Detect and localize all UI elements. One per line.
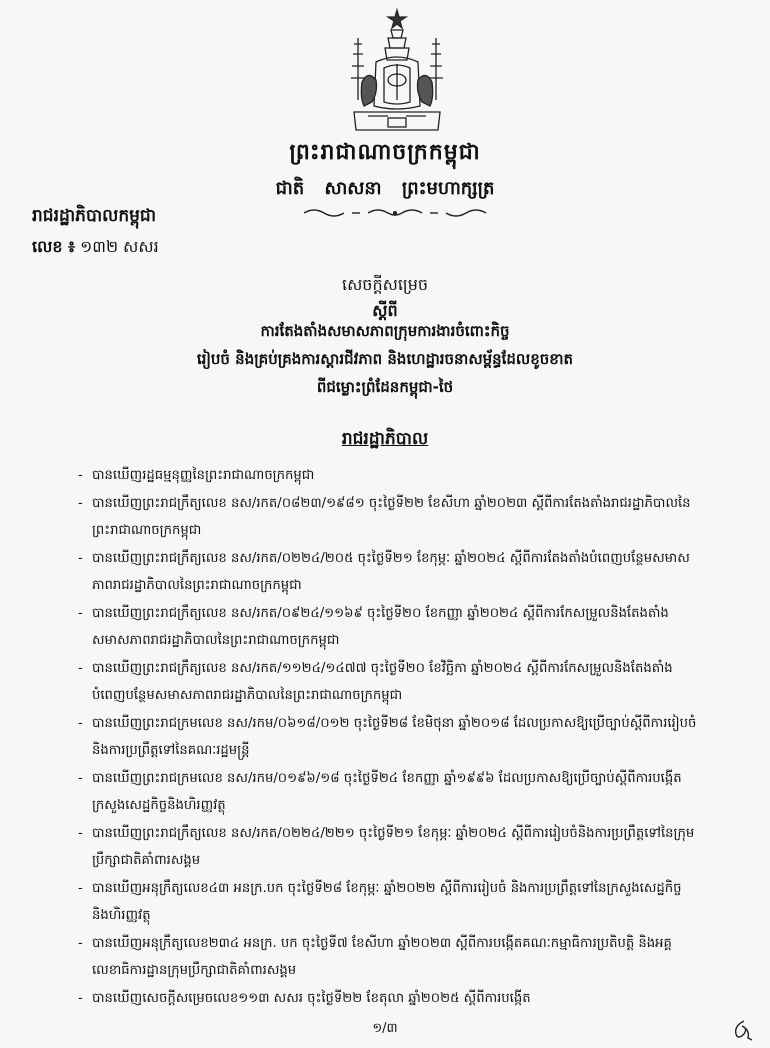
considerations-list [78,462,698,1013]
list-item: - បានឃើញព្រះរាជក្រឹត្យលេខ នស/រកត/០៩២៤/១១៦៩ ចុះថ្ងៃទី២០ ខែកញ្ញា ឆ្នាំ២០២៤ ស្តីពីការកែសម្រួលនិងតែងតាំងសមាសភាពរាជរដ្ឋាភិបាលនៃព្រះរាជាណាចក្រកម្ពុជា [78,600,698,654]
decision-subject-label: ស្តីពី [372,301,398,320]
list-item: - បានឃើញព្រះរាជក្រមលេខ នស/រកម/០១៩៦/១៨ ចុះថ្ងៃទី២៤ ខែកញ្ញា ឆ្នាំ១៩៩៦ ដែលប្រកាសឱ្យប្រើច្បាប់ស្តីពីការបង្កើតក្រសួងសេដ្ឋកិច្ចនិងហិរញ្ញវត្ថុ [78,765,698,819]
list-item: - បានឃើញព្រះរាជក្រឹត្យលេខ នស/រកត/០២២៤/២០៥ ចុះថ្ងៃទី២១ ខែកុម្ភៈ ឆ្នាំ២០២៤ ស្តីពីការតែងតាំងបំពេញបន្ថែមសមាសភាពរាជរដ្ឋាភិបាលនៃព្រះរាជាណាចក្រកម្ពុជា [78,545,698,599]
decision-subject-line: ការតែងតាំងសមាសភាពក្រុមការងារចំពោះកិច្ច [260,322,510,340]
list-item: - បានឃើញអនុក្រឹត្យលេខ៤៣ អនក្រ.បក ចុះថ្ងៃទី២៨ ខែកុម្ភៈ ឆ្នាំ២០២២ ស្តីពីការរៀបចំ និងការប្រព្រឹត្តទៅនៃក្រសួងសេដ្ឋកិច្ចនិងហិរញ្ញវត្ថុ [78,875,698,929]
handwritten-initial-icon [728,1018,754,1042]
council-heading: រាជរដ្ឋាភិបាល [341,429,429,449]
decision-subject-line: ពីជម្លោះព្រំដែនកម្ពុជា-ថៃ [316,378,454,396]
page-number: ១/៣ [372,1021,398,1036]
list-item: - បានឃើញសេចក្តីសម្រេចលេខ១១៣ សសរ ចុះថ្ងៃទី២២ ខែតុលា ឆ្នាំ២០២៥ ស្តីពីការបង្កើត [78,985,698,1012]
list-item: - បានឃើញព្រះរាជក្រឹត្យលេខ នស/រកត/០២២៤/២២១ ចុះថ្ងៃទី២១ ខែកុម្ភៈ ឆ្នាំ២០២៤ ស្តីពីការរៀបចំនិងការប្រព្រឹត្តទៅនៃក្រុមប្រឹក្សាជាតិគាំពារសង្គម [78,820,698,874]
kingdom-heading: ព្រះរាជាណាចក្រកម្ពុជា [289,140,481,165]
reference-value: ១៣២ សសរ [80,237,159,256]
issuing-authority: រាជរដ្ឋាភិបាលកម្ពុជា [32,206,157,226]
flourish-ornament-icon [300,206,490,220]
reference-label: លេខ ៖ [32,237,76,256]
national-motto: ជាតិ សាសនា ព្រះមហាក្សត្រ [275,178,495,199]
list-item: - បានឃើញព្រះរាជក្រឹត្យលេខ នស/រកត/០៨២៣/១៩៨១ ចុះថ្ងៃទី២២ ខែសីហា ឆ្នាំ២០២៣ ស្តីពីការតែងតាំងរាជរដ្ឋាភិបាលនៃព្រះរាជាណាចក្រកម្ពុជា [78,490,698,544]
reference-number [32,236,159,260]
list-item: - បានឃើញរដ្ឋធម្មនុញ្ញនៃព្រះរាជាណាចក្រកម្ពុជា [78,462,698,489]
decision-subject-line: រៀបចំ និងគ្រប់គ្រងការស្តារជីវភាព និងហេដ្ឋារចនាសម្ព័ន្ធដែលខូចខាត [196,350,574,368]
royal-emblem-icon [348,8,446,136]
decision-title: សេចក្តីសម្រេច [341,275,428,294]
list-item: - បានឃើញព្រះរាជក្រមលេខ នស/រកម/០៦១៨/០១២ ចុះថ្ងៃទី២៨ ខែមិថុនា ឆ្នាំ២០១៨ ដែលប្រកាសឱ្យប្រើច្បាប់ស្តីពីការរៀបចំ និងការប្រព្រឹត្តទៅនៃគណៈរដ្ឋមន្ត្រី [78,710,698,764]
list-item: - បានឃើញព្រះរាជក្រឹត្យលេខ នស/រកត/១១២៤/១៤៧៧ ចុះថ្ងៃទី២០ ខែវិច្ឆិកា ឆ្នាំ២០២៤ ស្តីពីការកែសម្រួលនិងតែងតាំងបំពេញបន្ថែមសមាសភាពរាជរដ្ឋាភិបាលនៃព្រះរាជាណាចក្រកម្ពុជា [78,655,698,709]
list-item: - បានឃើញអនុក្រឹត្យលេខ២៣៤ អនក្រ. បក ចុះថ្ងៃទី៧ ខែសីហា ឆ្នាំ២០២៣ ស្តីពីការបង្កើតគណៈកម្មាធិការប្រតិបត្តិ និងអគ្គលេខាធិការដ្ឋានក្រុមប្រឹក្សាជាតិគាំពារសង្គម [78,930,698,984]
